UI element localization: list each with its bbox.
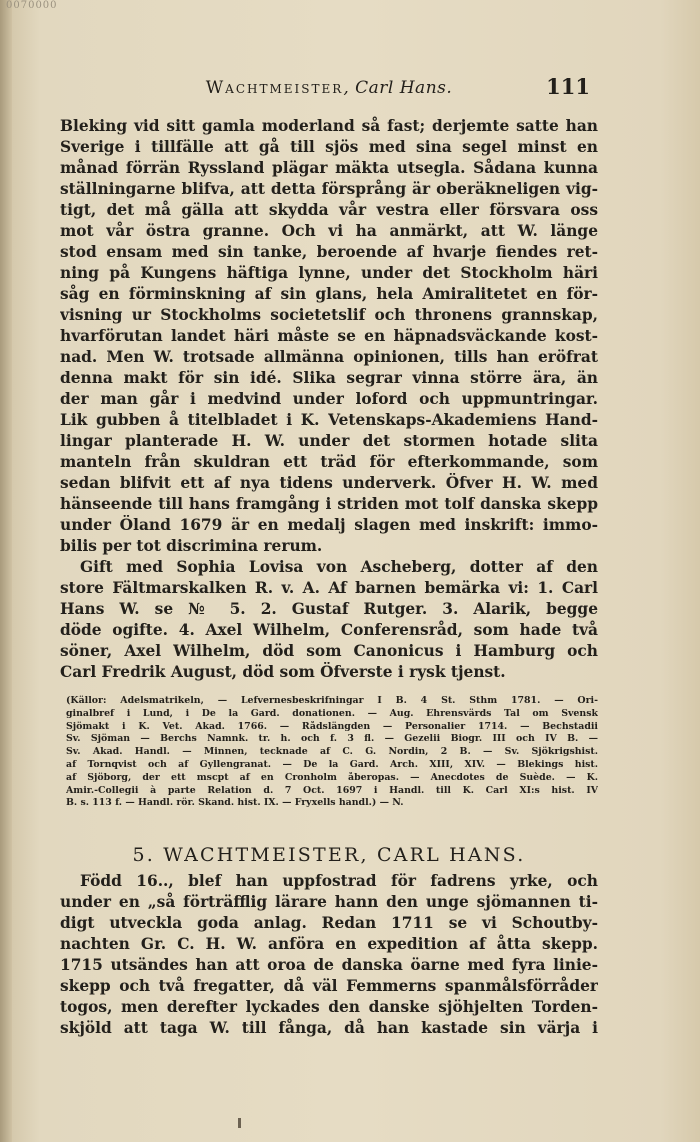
text-line: 1715 utsändes han att oroa de danska öarne med fyra linie- xyxy=(60,956,598,975)
library-stamp: 0070000 xyxy=(6,0,58,11)
text-line: bilis per tot discrimina rerum. xyxy=(60,537,323,555)
sources-line: Sjömakt i K. Vet. Akad. 1766. — Rådslängden — Personalier 1714. — Bechstadii xyxy=(66,720,598,732)
text-line: visning ur Stockholms societetslif och thronens grannskap, xyxy=(60,306,598,324)
text-line: mot vår östra granne. Och vi ha anmärkt, att W. länge xyxy=(60,222,598,240)
section-paragraph xyxy=(60,871,598,1039)
page-header xyxy=(60,74,598,100)
text-line: Carl Fredrik August, död som Öfverste i rysk tjenst. xyxy=(60,663,506,681)
page-spine-shadow xyxy=(0,0,12,1142)
text-line: nachten Gr. C. H. W. anföra en expedition af åtta skepp. xyxy=(60,935,598,954)
sources-line: af Sjöborg, der ett mscpt af en Cronholm åberopas. — Anecdotes de Suède. — K. xyxy=(66,771,598,783)
text-line: stod ensam med sin tanke, beroende af hvarje fiendes ret- xyxy=(60,243,598,261)
text-line: skepp och två fregatter, då väl Femmerns spanmålsförråder xyxy=(60,977,598,996)
text-line: manteln från skuldran ett träd för efterkommande, som xyxy=(60,453,598,471)
text-line: digt utveckla goda anlag. Redan 1711 se vi Schoutby- xyxy=(60,914,598,933)
text-line: store Fältmarskalken R. v. A. Af barnen bemärka vi: 1. Carl xyxy=(60,579,598,597)
text-line: sedan blifvit ett af nya tidens underverk. Öfver H. W. med xyxy=(60,474,598,492)
text-line: nad. Men W. trotsade allmänna opinionen, tills han eröfrat xyxy=(60,348,598,366)
running-head-surname: Wachtmeister xyxy=(205,78,344,98)
text-line: ning på Kungens häftiga lynne, under det Stockholm häri xyxy=(60,264,598,282)
sources-line: Amir.-Collegii à parte Relation d. 7 Oct. 1697 i Handl. till K. Carl XI:s hist. IV xyxy=(66,784,598,796)
text-line: hänseende till hans framgång i striden mot tolf danska skepp xyxy=(60,495,598,513)
sources-line: af Tornqvist och af Gyllengranat. — De la Gard. Arch. XIII, XIV. — Blekings hist. xyxy=(66,758,598,770)
sources-line: ginalbref i Lund, i De la Gard. donationen. — Aug. Ehrensvärds Tal om Svensk xyxy=(66,707,598,719)
text-line: Hans W. se № 5. 2. Gustaf Rutger. 3. Alarik, begge xyxy=(60,600,598,618)
sources-line: Sv. Akad. Handl. — Minnen, tecknade af C. G. Nordin, 2 B. — Sv. Sjökrigshist. xyxy=(66,746,598,758)
text-line: under Öland 1679 är en medalj slagen med inskrift: immo- xyxy=(60,516,598,534)
text-line: döde ogifte. 4. Axel Wilhelm, Conferensråd, som hade två xyxy=(60,621,598,639)
text-line: togos, men derefter lyckades den danske sjöhjelten Torden- xyxy=(60,998,598,1017)
text-line: såg en förminskning af sin glans, hela Amiralitetet en för- xyxy=(60,285,598,303)
text-line: hvarförutan landet häri måste se en häpnadsväckande kost- xyxy=(60,327,598,345)
printer-mark xyxy=(238,1118,241,1128)
text-line: der man går i medvind under loford och uppmuntringar. xyxy=(60,390,598,408)
section-heading: 5. WACHTMEISTER, CARL HANS. xyxy=(132,844,526,867)
text-line: ställningarne blifva, att detta försprång är oberäkneligen vig- xyxy=(60,180,598,198)
sources-line: Sv. Sjöman — Berchs Namnk. tr. h. och f. 3 fl. — Gezelii Biogr. III och IV B. — xyxy=(66,733,598,745)
text-line: under en „så förträfflig lärare hann den unge sjömannen ti- xyxy=(60,893,598,912)
text-line: Sverige i tillfälle att gå till sjös med sina segel minst en xyxy=(60,138,598,156)
body-text xyxy=(60,116,598,1039)
text-line: månad förrän Ryssland plägar mäkta utsegla. Sådana kunna xyxy=(60,159,598,177)
text-line: lingar planterade H. W. under det stormen hotade slita xyxy=(60,432,598,450)
page-number: 111 xyxy=(546,74,590,99)
text-line: Lik gubben å titelbladet i K. Vetenskaps-Akademiens Hand- xyxy=(60,411,598,429)
sources-note xyxy=(60,695,598,810)
text-line: söner, Axel Wilhelm, död som Canonicus i Hamburg och xyxy=(60,642,598,660)
text-line: tigt, det må gälla att skydda vår vestra eller försvara oss xyxy=(60,201,598,219)
sources-line: (Källor: Adelsmatrikeln, — Lefvernesbeskrifningar I B. 4 St. Sthm 1781. — Ori- xyxy=(66,695,598,706)
running-head-given-names: , Carl Hans. xyxy=(343,78,453,98)
family-paragraph xyxy=(60,557,598,683)
text-line: Bleking vid sitt gamla moderland så fast; derjemte satte han xyxy=(60,117,598,135)
text-line: denna makt för sin idé. Slika segrar vinna större ära, än xyxy=(60,369,598,387)
text-line: Gift med Sophia Lovisa von Ascheberg, dotter af den xyxy=(80,558,598,576)
main-paragraph xyxy=(60,116,598,557)
sources-line: B. s. 113 f. — Handl. rör. Skand. hist. IX. — Fryxells handl.) — N. xyxy=(66,797,404,809)
text-line: skjöld att taga W. till fånga, då han kastade sin värja i xyxy=(60,1019,598,1038)
running-head xyxy=(60,78,598,98)
text-line: Född 16.., blef han uppfostrad för fadrens yrke, och xyxy=(80,872,598,891)
